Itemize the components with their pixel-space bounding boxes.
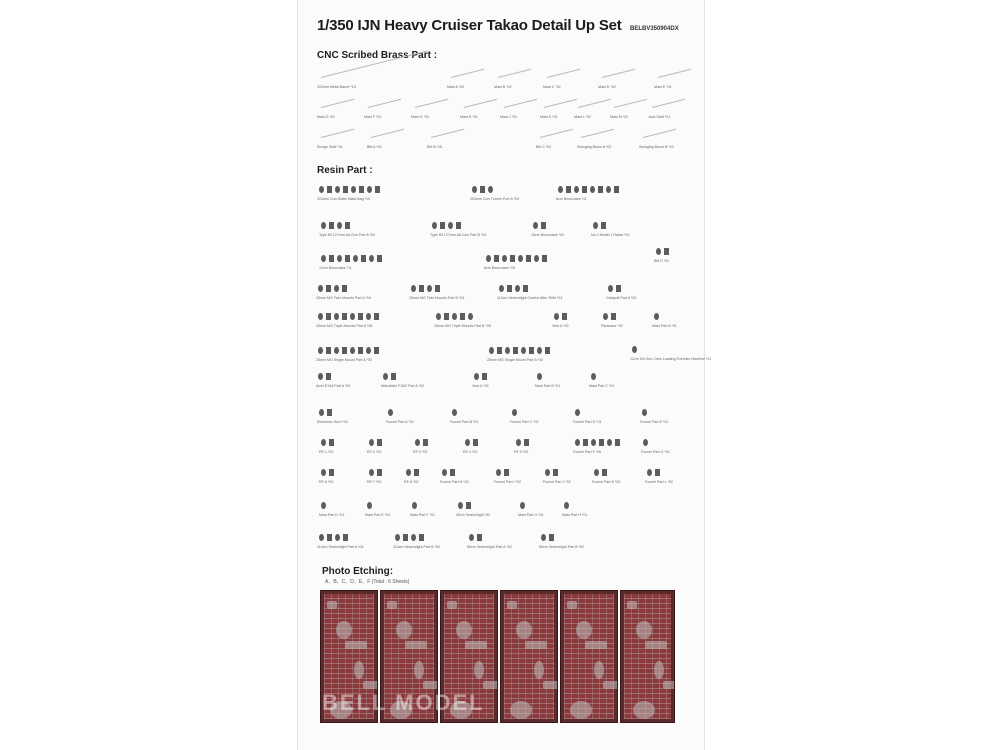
brass-part-label: Swinging Boom B *02 <box>639 145 674 149</box>
resin-part <box>321 439 326 446</box>
resin-part <box>474 373 479 380</box>
resin-part-label: RF-2 *02 <box>367 450 382 454</box>
resin-part <box>510 255 515 262</box>
resin-part <box>574 186 579 193</box>
resin-part-label: Catapult Part A *02 <box>606 296 637 300</box>
resin-part <box>616 285 621 292</box>
resin-part-label: RF-1 *02 <box>319 450 334 454</box>
resin-part-label: 60cm Searchlight Part B *02 <box>539 545 585 549</box>
resin-part <box>507 285 512 292</box>
resin-part <box>318 373 323 380</box>
brass-part-label: Mast G *03 <box>411 115 429 119</box>
resin-part <box>564 502 569 509</box>
brass-part-label: Mast F *01 <box>364 115 382 119</box>
resin-part <box>383 373 388 380</box>
brass-part-label: 203mm Metal Barrel *10 <box>317 85 356 89</box>
resin-part-label: Funnel Part B *01 <box>450 420 479 424</box>
resin-part <box>374 347 379 354</box>
resin-part-label: RF-3 *02 <box>413 450 428 454</box>
resin-part-label: Mast Part E *01 <box>365 513 391 517</box>
resin-part-label: Funnel Part H *02 <box>440 480 469 484</box>
resin-part-label: Type 89 127mm AA Gun Part B *04 <box>430 233 487 237</box>
resin-part <box>334 313 339 320</box>
resin-part <box>318 313 323 320</box>
resin-part-label: 25mm MG Triple Mounts Part A *08 <box>316 324 373 328</box>
resin-part-label: 203mm Gun Turrets Port A *03 <box>470 197 519 201</box>
brass-part-label: Mast L *02 <box>574 115 592 119</box>
resin-part <box>594 469 599 476</box>
pe-sheet <box>620 590 675 723</box>
resin-part <box>326 347 331 354</box>
brass-part-label: Mast J *01 <box>500 115 517 119</box>
page-title: 1/350 IJN Heavy Cruiser Takao Detail Up Set <box>317 17 622 34</box>
resin-part <box>504 469 509 476</box>
resin-part <box>482 373 487 380</box>
resin-part <box>537 347 542 354</box>
resin-part <box>468 313 473 320</box>
resin-part-label: 12cm HA Gun Crew Loading Exercise Machine *01 <box>630 357 712 361</box>
brass-part-label: Bitt A *02 <box>367 145 382 149</box>
brass-part-label: Mast E *01 <box>654 85 672 89</box>
resin-part <box>326 285 331 292</box>
resin-part <box>529 347 534 354</box>
pe-sheet <box>500 590 558 723</box>
resin-part-label: Vent A *02 <box>552 324 569 328</box>
resin-part <box>432 222 437 229</box>
brass-part-label: Mast M *02 <box>610 115 629 119</box>
resin-part <box>516 439 521 446</box>
resin-part <box>388 409 393 416</box>
resin-part <box>329 469 334 476</box>
resin-part <box>334 347 339 354</box>
resin-part <box>343 534 348 541</box>
resin-part-label: Funnel Part J *02 <box>543 480 571 484</box>
resin-part <box>435 285 440 292</box>
resin-part <box>452 409 457 416</box>
resin-part-label: 110cm Searchlight Part A *04 <box>317 545 364 549</box>
resin-part <box>537 373 542 380</box>
resin-part <box>534 255 539 262</box>
resin-part <box>321 222 326 229</box>
resin-part <box>326 373 331 380</box>
resin-part <box>318 285 323 292</box>
resin-part-label: 40cm Searchlight *02 <box>456 513 491 517</box>
resin-part <box>558 186 563 193</box>
resin-part <box>488 186 493 193</box>
brass-part-label: Mast G *01 <box>317 115 335 119</box>
resin-part <box>353 255 358 262</box>
resin-part <box>367 502 372 509</box>
resin-part-label: RF-5 *02 <box>514 450 529 454</box>
resin-part <box>606 186 611 193</box>
resin-part <box>655 469 660 476</box>
resin-part <box>369 439 374 446</box>
resin-part <box>647 469 652 476</box>
resin-part <box>342 313 347 320</box>
resin-part <box>515 285 520 292</box>
resin-part <box>327 409 332 416</box>
resin-part <box>377 255 382 262</box>
resin-part <box>520 502 525 509</box>
resin-part <box>415 439 420 446</box>
resin-part <box>599 439 604 446</box>
resin-part <box>469 534 474 541</box>
resin-part <box>608 285 613 292</box>
resin-part <box>523 285 528 292</box>
resin-part-label: 60cm Searchlight Part A *02 <box>467 545 512 549</box>
resin-part <box>345 255 350 262</box>
resin-part-label: Vent A *02 <box>472 384 489 388</box>
resin-part <box>553 469 558 476</box>
resin-part <box>473 439 478 446</box>
resin-part <box>541 222 546 229</box>
resin-part-label: 25mm MG Single Mount Part B *30 <box>487 358 544 362</box>
brass-part-label: Mast A *02 <box>447 85 465 89</box>
brass-part-label: Mast D *02 <box>598 85 616 89</box>
product-code: BELBV350904DX <box>630 26 679 32</box>
resin-part <box>486 255 491 262</box>
resin-part <box>377 469 382 476</box>
resin-part <box>319 186 324 193</box>
resin-part <box>350 347 355 354</box>
resin-part <box>337 222 342 229</box>
resin-part <box>603 313 608 320</box>
resin-part <box>526 255 531 262</box>
resin-part <box>456 222 461 229</box>
resin-part <box>448 222 453 229</box>
resin-part-label: RF-7 *02 <box>367 480 382 484</box>
resin-part <box>611 313 616 320</box>
resin-part <box>321 255 326 262</box>
resin-part-label: 25mm MG Twin Mounts Part B *04 <box>409 296 465 300</box>
resin-part <box>358 347 363 354</box>
resin-part <box>440 222 445 229</box>
resin-part-label: 110cm Searchlight Control After Refit *04 <box>497 296 563 300</box>
resin-part <box>542 255 547 262</box>
resin-part <box>326 313 331 320</box>
resin-part <box>590 186 595 193</box>
resin-part <box>350 313 355 320</box>
resin-part <box>414 469 419 476</box>
brass-part-label: Ensign Staff *01 <box>317 145 343 149</box>
resin-part-label: Funnel Part D *01 <box>573 420 602 424</box>
resin-part-label: Funnel Part K *02 <box>592 480 621 484</box>
resin-part <box>419 285 424 292</box>
resin-part <box>643 439 648 446</box>
resin-part <box>335 534 340 541</box>
resin-part-label: RF-4 *02 <box>463 450 478 454</box>
resin-part <box>601 222 606 229</box>
resin-part <box>593 222 598 229</box>
resin-part-label: 25mm MG Twin Mounts Part A *04 <box>316 296 371 300</box>
resin-part <box>518 255 523 262</box>
resin-part-label: 203mm Gun Water Blast Bag *10 <box>317 197 370 201</box>
resin-part <box>329 439 334 446</box>
resin-part <box>591 373 596 380</box>
resin-part <box>359 186 364 193</box>
resin-part-label: RF-6 *02 <box>319 480 334 484</box>
resin-part <box>521 347 526 354</box>
watermark-logo: BELL MODEL <box>322 690 485 715</box>
pe-sheet <box>560 590 618 723</box>
resin-part <box>458 502 463 509</box>
resin-part <box>614 186 619 193</box>
resin-part-label: 25mm MG Single Mount Part A *30 <box>316 358 372 362</box>
resin-part <box>562 313 567 320</box>
resin-part <box>465 439 470 446</box>
resin-part <box>366 313 371 320</box>
resin-part <box>319 409 324 416</box>
resin-part <box>321 502 326 509</box>
resin-part <box>366 347 371 354</box>
resin-part <box>583 439 588 446</box>
resin-part <box>533 222 538 229</box>
resin-part <box>575 409 580 416</box>
resin-part <box>450 469 455 476</box>
resin-part <box>329 255 334 262</box>
resin-part-label: Funnel Part G *01 <box>641 450 670 454</box>
resin-part <box>615 439 620 446</box>
resin-part <box>436 313 441 320</box>
resin-part <box>442 469 447 476</box>
resin-part <box>391 373 396 380</box>
resin-part <box>541 534 546 541</box>
resin-part <box>411 534 416 541</box>
resin-part-label: Mast Part D *01 <box>319 513 345 517</box>
brass-part-label: Jack Staff *01 <box>648 115 671 119</box>
resin-part-label: Funnel Part I *02 <box>494 480 521 484</box>
brass-part-label: Mast H *01 <box>460 115 478 119</box>
resin-part <box>575 439 580 446</box>
resin-part-label: 110cm Searchlight Part B *04 <box>393 545 440 549</box>
photo-etching-subtitle: A、B、C、D、E、F (Total : 6 Sheets) <box>325 579 410 585</box>
resin-part <box>327 534 332 541</box>
brass-part-label: Bitt B *16 <box>427 145 442 149</box>
resin-part-label: Mast Part B *01 <box>535 384 561 388</box>
resin-part-label: 25mm MG Triple Mounts Part B *05 <box>434 324 491 328</box>
resin-part-label: 8cm Binoculars *19 <box>484 266 515 270</box>
resin-part <box>419 534 424 541</box>
resin-part-label: Funnel Part A *01 <box>386 420 414 424</box>
section-photo-etching: Photo Etching: <box>322 566 394 577</box>
brass-part-label: Mast C *02 <box>543 85 561 89</box>
resin-part <box>497 347 502 354</box>
resin-part <box>369 469 374 476</box>
resin-part <box>337 255 342 262</box>
resin-part <box>591 439 596 446</box>
resin-part-label: Mast Part A *01 <box>652 324 677 328</box>
resin-part <box>444 313 449 320</box>
resin-part-label: No.2 Model 1 Radar *02 <box>591 233 630 237</box>
resin-part <box>496 469 501 476</box>
resin-part-label: Electronic Horn *02 <box>317 420 348 424</box>
resin-part-label: Mitsubishi F1M2 Part A *02 <box>381 384 425 388</box>
resin-part <box>472 186 477 193</box>
resin-part <box>321 469 326 476</box>
resin-part <box>367 186 372 193</box>
resin-part <box>377 439 382 446</box>
resin-part <box>502 255 507 262</box>
resin-part <box>412 502 417 509</box>
resin-part <box>329 222 334 229</box>
resin-part <box>549 534 554 541</box>
resin-part-label: RF-8 *02 <box>404 480 419 484</box>
resin-part <box>524 439 529 446</box>
resin-part-label: Mast Part H *01 <box>562 513 588 517</box>
section-resin: Resin Part : <box>317 165 373 176</box>
brass-part-label: Swinging Boom A *02 <box>577 145 612 149</box>
resin-part <box>480 186 485 193</box>
resin-part <box>582 186 587 193</box>
resin-part <box>489 347 494 354</box>
resin-part <box>566 186 571 193</box>
section-brass: CNC Scribed Brass Part : <box>317 50 438 61</box>
resin-part <box>358 313 363 320</box>
resin-part-label: Paravane *02 <box>601 324 623 328</box>
resin-part-label: 6cm Binoculars *11 <box>556 197 587 201</box>
resin-part <box>334 285 339 292</box>
resin-part <box>545 347 550 354</box>
resin-part <box>375 186 380 193</box>
resin-part-label: Mast Part C *01 <box>589 384 615 388</box>
resin-part <box>411 285 416 292</box>
resin-part <box>664 248 669 255</box>
resin-part <box>342 285 347 292</box>
resin-part <box>512 409 517 416</box>
resin-part <box>505 347 510 354</box>
resin-part <box>554 313 559 320</box>
resin-part <box>642 409 647 416</box>
resin-part <box>452 313 457 320</box>
brass-part-label: Mast K *01 <box>540 115 558 119</box>
resin-part <box>427 285 432 292</box>
resin-part <box>499 285 504 292</box>
resin-part <box>460 313 465 320</box>
resin-part <box>374 313 379 320</box>
resin-part-label: 18cm Binoculars *02 <box>531 233 564 237</box>
resin-part <box>632 346 637 353</box>
brass-part-label: Mast B *02 <box>494 85 512 89</box>
resin-part <box>351 186 356 193</box>
resin-part <box>319 534 324 541</box>
resin-part <box>466 502 471 509</box>
resin-part-label: Funnel Part E *01 <box>640 420 669 424</box>
resin-part-label: Mast Part G *01 <box>518 513 544 517</box>
resin-part <box>335 186 340 193</box>
resin-part-label: Bitt D *02 <box>654 259 670 263</box>
resin-part-label: Funnel Part F *06 <box>573 450 602 454</box>
resin-part <box>598 186 603 193</box>
resin-part <box>406 469 411 476</box>
resin-part-label: Aichi E13A Part A *02 <box>316 384 351 388</box>
resin-part <box>602 469 607 476</box>
resin-part <box>345 222 350 229</box>
resin-part <box>318 347 323 354</box>
resin-part <box>656 248 661 255</box>
resin-part <box>477 534 482 541</box>
resin-part <box>423 439 428 446</box>
resin-part <box>654 313 659 320</box>
resin-part <box>369 255 374 262</box>
resin-part <box>513 347 518 354</box>
resin-part <box>403 534 408 541</box>
resin-part-label: Funnel Part L *02 <box>645 480 673 484</box>
resin-part-label: 12cm Binoculars *11 <box>319 266 352 270</box>
resin-part <box>545 469 550 476</box>
brass-part-label: Bitt C *02 <box>536 145 552 149</box>
resin-part <box>343 186 348 193</box>
resin-part <box>494 255 499 262</box>
resin-part <box>342 347 347 354</box>
resin-part <box>327 186 332 193</box>
resin-part <box>361 255 366 262</box>
resin-part-label: Funnel Part C *01 <box>510 420 539 424</box>
resin-part <box>607 439 612 446</box>
resin-part-label: Type 89 127mm AA Gun Part A *04 <box>319 233 375 237</box>
resin-part-label: Mast Part F *01 <box>410 513 435 517</box>
resin-part <box>395 534 400 541</box>
